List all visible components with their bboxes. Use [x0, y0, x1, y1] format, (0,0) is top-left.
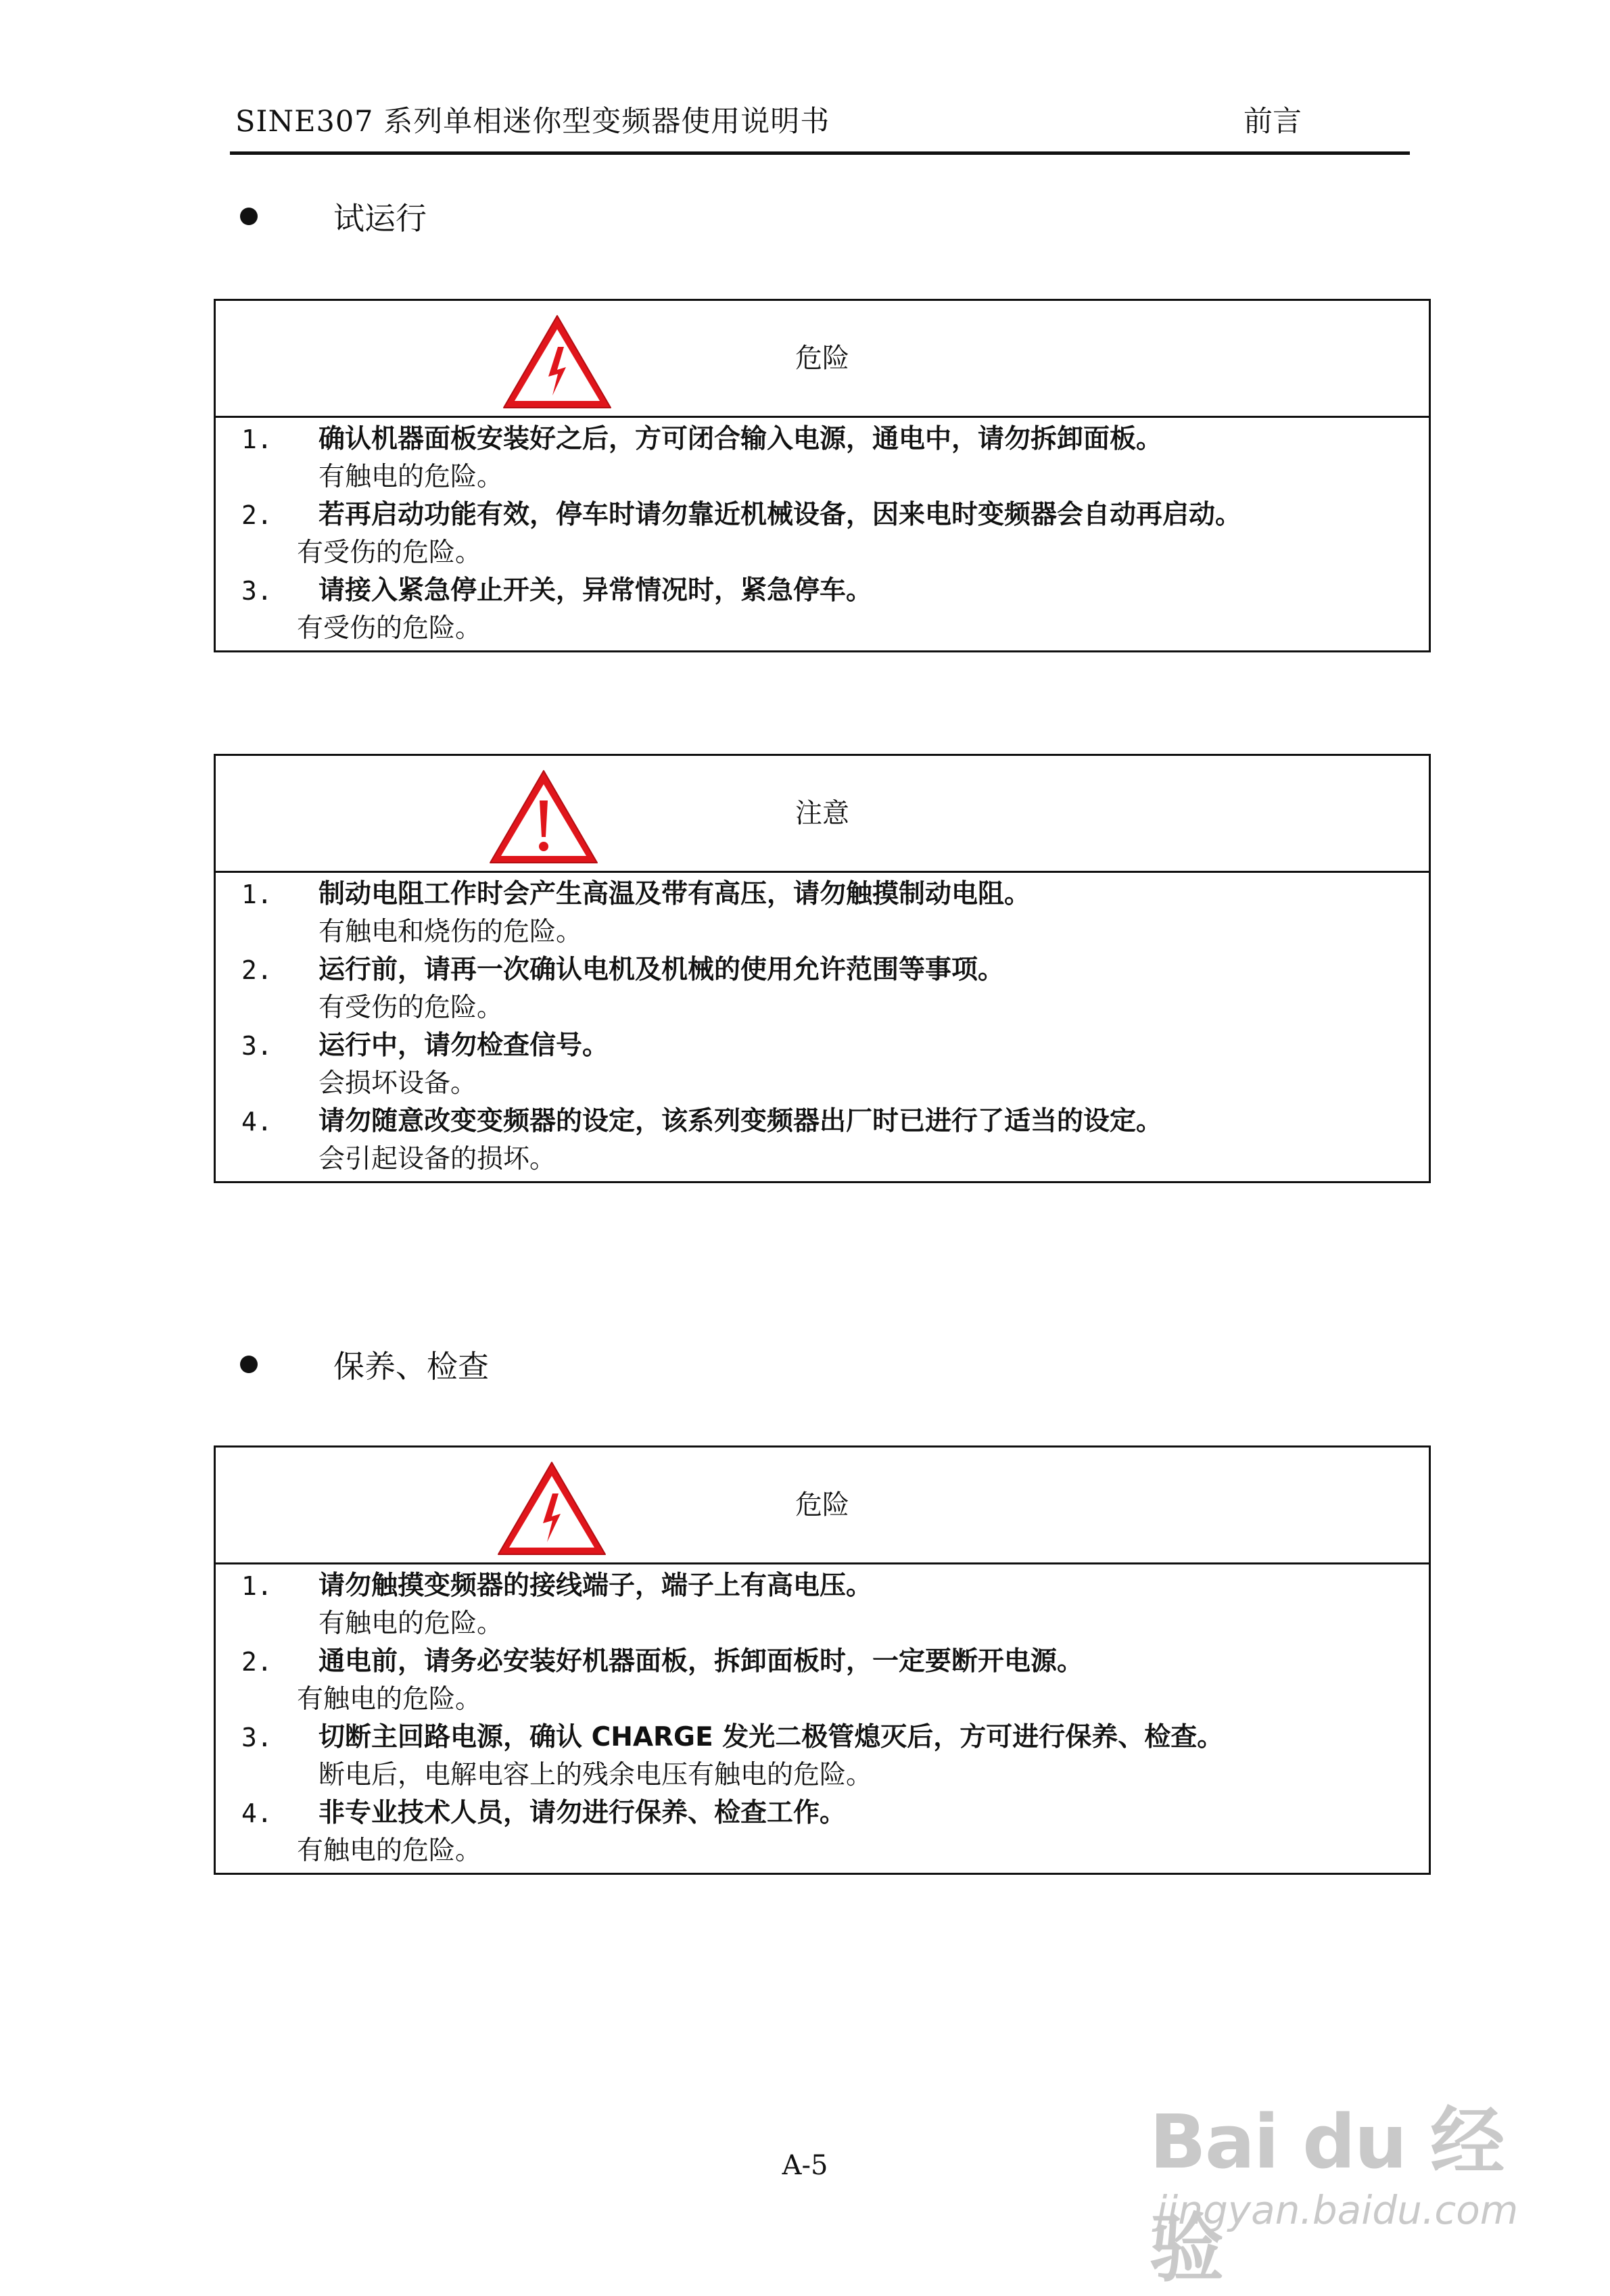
item-text: 运行中，请勿检查信号。	[318, 1030, 609, 1061]
list-item	[216, 1643, 1429, 1719]
list-item	[216, 1719, 1429, 1794]
list-item	[216, 572, 1429, 648]
item-text: 通电前，请务必安装好机器面板，拆卸面板时，一定要断开电源。	[318, 1646, 1084, 1677]
item-note: 断电后，电解电容上的残余电压有触电的危险。	[318, 1760, 873, 1790]
item-text: 若再启动功能有效，停车时请勿靠近机械设备，因来电时变频器会自动再启动。	[318, 500, 1242, 530]
item-number: 2.	[241, 955, 273, 985]
document-title: SINE307 系列单相迷你型变频器使用说明书	[235, 105, 830, 139]
item-number: 1.	[241, 880, 273, 909]
watermark-url: jingyan.baidu.com	[1156, 2187, 1519, 2233]
item-number: 1.	[241, 425, 273, 454]
list-item	[216, 951, 1429, 1027]
item-number: 4.	[241, 1798, 273, 1828]
item-text: 运行前，请再一次确认电机及机械的使用允许范围等事项。	[318, 955, 1005, 985]
section-label: 前言	[1244, 105, 1302, 139]
list-item	[216, 1567, 1429, 1643]
item-note: 有触电的危险。	[318, 462, 504, 492]
item-text: 请勿触摸变频器的接线端子，端子上有高电压。	[318, 1571, 873, 1601]
section-heading-trial-run	[240, 196, 427, 237]
page-number: A-5	[782, 2150, 828, 2181]
item-note: 会引起设备的损坏。	[318, 1144, 557, 1174]
section-heading-text: 试运行	[333, 200, 427, 237]
item-note: 会损坏设备。	[318, 1068, 477, 1099]
box-title: 注意	[795, 798, 849, 829]
list-item	[216, 1103, 1429, 1178]
danger-box-2	[214, 1445, 1431, 1875]
danger-box-1	[214, 299, 1431, 652]
item-text: 请接入紧急停止开关，异常情况时，紧急停车。	[318, 575, 873, 606]
item-note: 有触电的危险。	[297, 1684, 482, 1715]
item-number: 3.	[241, 1723, 273, 1752]
list-item	[216, 1027, 1429, 1103]
page-header	[230, 101, 1410, 155]
baidu-jingyan-watermark	[1136, 2055, 1542, 2292]
list-item	[216, 876, 1429, 951]
item-text: 切断主回路电源，确认 CHARGE 发光二极管熄灭后，方可进行保养、检查。	[318, 1722, 1224, 1752]
item-text: 请勿随意改变变频器的设定，该系列变频器出厂时已进行了适当的设定。	[318, 1106, 1163, 1137]
item-number: 2.	[241, 1647, 273, 1677]
item-text: 制动电阻工作时会产生高温及带有高压，请勿触摸制动电阻。	[318, 879, 1031, 909]
caution-box	[214, 754, 1431, 1183]
item-note: 有受伤的危险。	[297, 537, 482, 568]
bullet-icon	[240, 208, 258, 225]
item-number: 2.	[241, 500, 273, 530]
box-header	[216, 756, 1429, 873]
item-note: 有触电和烧伤的危险。	[318, 917, 583, 947]
item-number: 3.	[241, 1031, 273, 1061]
item-text: 确认机器面板安装好之后，方可闭合输入电源，通电中，请勿拆卸面板。	[318, 424, 1163, 454]
item-text: 非专业技术人员，请勿进行保养、检查工作。	[318, 1798, 847, 1828]
item-number: 1.	[241, 1571, 273, 1601]
box-title: 危险	[795, 343, 849, 374]
list-item	[216, 1794, 1429, 1870]
box-header	[216, 301, 1429, 418]
item-note: 有触电的危险。	[297, 1836, 482, 1866]
item-number: 4.	[241, 1107, 273, 1137]
box-header	[216, 1448, 1429, 1564]
list-item	[216, 421, 1429, 496]
section-heading-text: 保养、检查	[333, 1348, 489, 1385]
bullet-icon	[240, 1356, 258, 1373]
item-note: 有触电的危险。	[318, 1608, 504, 1639]
box-title: 危险	[795, 1489, 849, 1521]
list-item	[216, 496, 1429, 572]
section-heading-maintenance	[240, 1344, 489, 1385]
watermark-logo: Bai du 经验	[1150, 2099, 1504, 2292]
item-note: 有受伤的危险。	[318, 992, 504, 1023]
item-number: 3.	[241, 576, 273, 606]
item-note: 有受伤的危险。	[297, 613, 482, 644]
